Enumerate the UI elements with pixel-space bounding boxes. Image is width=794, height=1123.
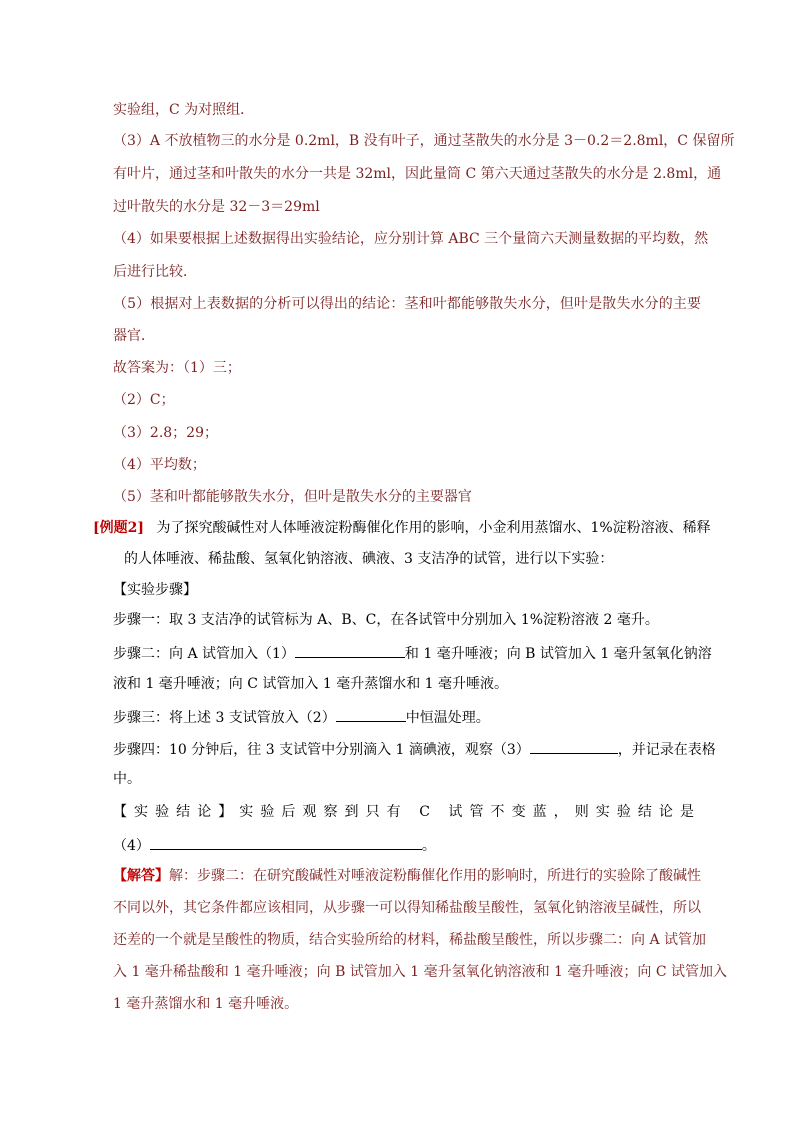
solution-line: 入 1 毫升稀盐酸和 1 毫升唾液；向 B 试管加入 1 毫升氢氧化钠溶液和 1 毫升唾液；向 C 试管加入 bbox=[113, 964, 728, 980]
step-line: 液和 1 毫升唾液；向 C 试管加入 1 毫升蒸馏水和 1 毫升唾液。 bbox=[113, 676, 509, 692]
solution-line: 【解答】解：步骤二：在研究酸碱性对唾液淀粉酶催化作用的影响时，所进行的实验除了酸碱性 bbox=[113, 868, 701, 884]
question-text: 为了探究酸碱性对人体唾液淀粉酶催化作用的影响，小金利用蒸馏水、1%淀粉溶液、稀释 bbox=[156, 520, 711, 536]
solution-line: 有叶片，通过茎和叶散失的水分一共是 32ml，因此量筒 C 第六天通过茎散失的水分是 2.8ml，通 bbox=[113, 166, 722, 182]
example-label: [例题2] bbox=[93, 520, 144, 536]
conclusion-line: 【实验结论】实验后观察到只有 C 试管不变蓝，则实验结论是 bbox=[113, 804, 701, 820]
solution-line: 实验组，C 为对照组． bbox=[113, 102, 255, 118]
answer-line: （5）茎和叶都能够散失水分，但叶是散失水分的主要器官 bbox=[113, 489, 472, 505]
step-line: 步骤一：取 3 支洁净的试管标为 A、B、C，在各试管中分别加入 1%淀粉溶液 2 毫升。 bbox=[113, 612, 659, 628]
solution-line: （5）根据对上表数据的分析可以得出的结论：茎和叶都能够散失水分，但叶是散失水分的主要 bbox=[113, 296, 701, 312]
steps-header: 【实验步骤】 bbox=[113, 582, 197, 598]
solution-line: 还差的一个就是呈酸性的物质，结合实验所给的材料，稀盐酸呈酸性，所以步骤二：向 A 试管加 bbox=[113, 932, 707, 948]
step-line: 步骤四：10 分钟后，往 3 支试管中分别滴入 1 滴碘液，观察（3） ，并记录在表格 bbox=[113, 738, 716, 758]
answer-line: （3）2.8；29； bbox=[113, 425, 218, 441]
blank-4[interactable] bbox=[150, 834, 422, 850]
step-line: 步骤三：将上述 3 支试管放入（2） 中恒温处理。 bbox=[113, 706, 490, 726]
answer-line: （2）C； bbox=[113, 392, 175, 408]
blank-3[interactable] bbox=[530, 738, 618, 754]
solution-label: 【解答】 bbox=[113, 868, 169, 884]
solution-line: （4）如果要根据上述数据得出实验结论，应分别计算 ABC 三个量筒六天测量数据的平均数，然 bbox=[113, 231, 709, 247]
solution-line: （3）A 不放植物三的水分是 0.2ml，B 没有叶子，通过茎散失的水分是 3－0.2＝2.8ml，C 保留所 bbox=[113, 133, 735, 149]
answer-intro: 故答案为：（1）三； bbox=[113, 360, 241, 376]
conclusion-line: （4） 。 bbox=[113, 834, 436, 854]
solution-line: 后进行比较． bbox=[113, 264, 197, 280]
blank-1[interactable] bbox=[295, 642, 405, 658]
blank-2[interactable] bbox=[336, 706, 406, 722]
solution-line: 器官． bbox=[113, 328, 155, 344]
step-line: 步骤二：向 A 试管加入（1） 和 1 毫升唾液；向 B 试管加入 1 毫升氢氧化钠溶 bbox=[113, 642, 712, 662]
answer-line: （4）平均数； bbox=[113, 457, 206, 473]
solution-line: 1 毫升蒸馏水和 1 毫升唾液。 bbox=[113, 996, 299, 1012]
step-line: 中。 bbox=[113, 771, 141, 787]
question-text: 的人体唾液、稀盐酸、氢氧化钠溶液、碘液、3 支洁净的试管，进行以下实验： bbox=[124, 551, 614, 567]
solution-line: 过叶散失的水分是 32－3＝29ml bbox=[113, 199, 320, 215]
example-question bbox=[93, 518, 711, 538]
solution-line: 不同以外，其它条件都应该相同，从步骤一可以得知稀盐酸呈酸性，氢氧化钠溶液呈碱性，所以 bbox=[113, 900, 701, 916]
